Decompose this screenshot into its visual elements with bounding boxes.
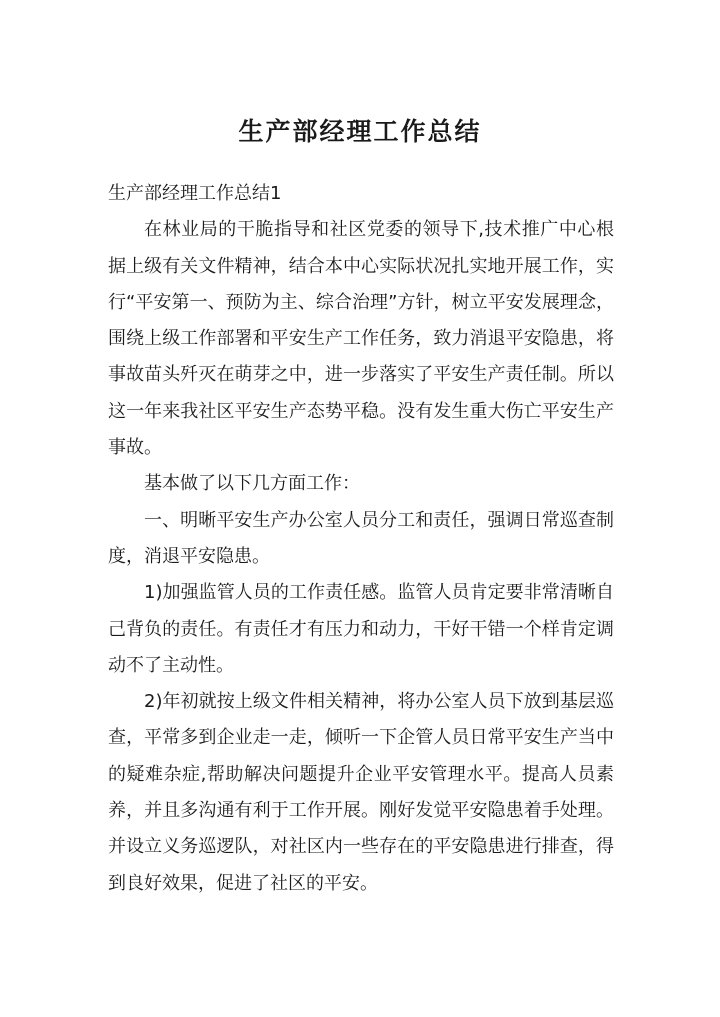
body-paragraph: 在林业局的干脆指导和社区党委的领导下,技术推广中心根据上级有关文件精神，结合本中心实际状况扎实地开展工作，实行“平安第一、预防为主、综合治理”方针，树立平安发展理念，围绕上级工作部署和平安生产工作任务，致力消退平安隐患，将事故苗头歼灭在萌芽之中，进一步落实了平安生产责任制。所以这一年来我社区平安生产态势平稳。没有发生重大伤亡平安生产事故。 (108, 219, 614, 459)
body-paragraph: 2)年初就按上级文件相关精神，将办公室人员下放到基层巡查，平常多到企业走一走，倾听一下企管人员日常平安生产当中的疑难杂症,帮助解决问题提升企业平安管理水平。提高人员素养，并且多沟通有利于工作开展。刚好发觉平安隐患着手处理。并设立义务巡逻队，对社区内一些存在的平安隐患进行排查，得到良好效果，促进了社区的平安。 (108, 691, 614, 894)
document-body (108, 176, 614, 902)
document-title: 生产部经理工作总结 (238, 117, 482, 146)
body-paragraph: 1)加强监管人员的工作责任感。监管人员肯定要非常清晰自己背负的责任。有责任才有压力和动力，干好干错一个样肯定调动不了主动性。 (108, 582, 614, 676)
section-heading: 生产部经理工作总结1 (108, 183, 282, 204)
body-paragraph: 基本做了以下几方面工作： (144, 473, 360, 495)
body-paragraph: 一、明晰平安生产办公室人员分工和责任，强调日常巡查制度，消退平安隐患。 (108, 509, 614, 567)
